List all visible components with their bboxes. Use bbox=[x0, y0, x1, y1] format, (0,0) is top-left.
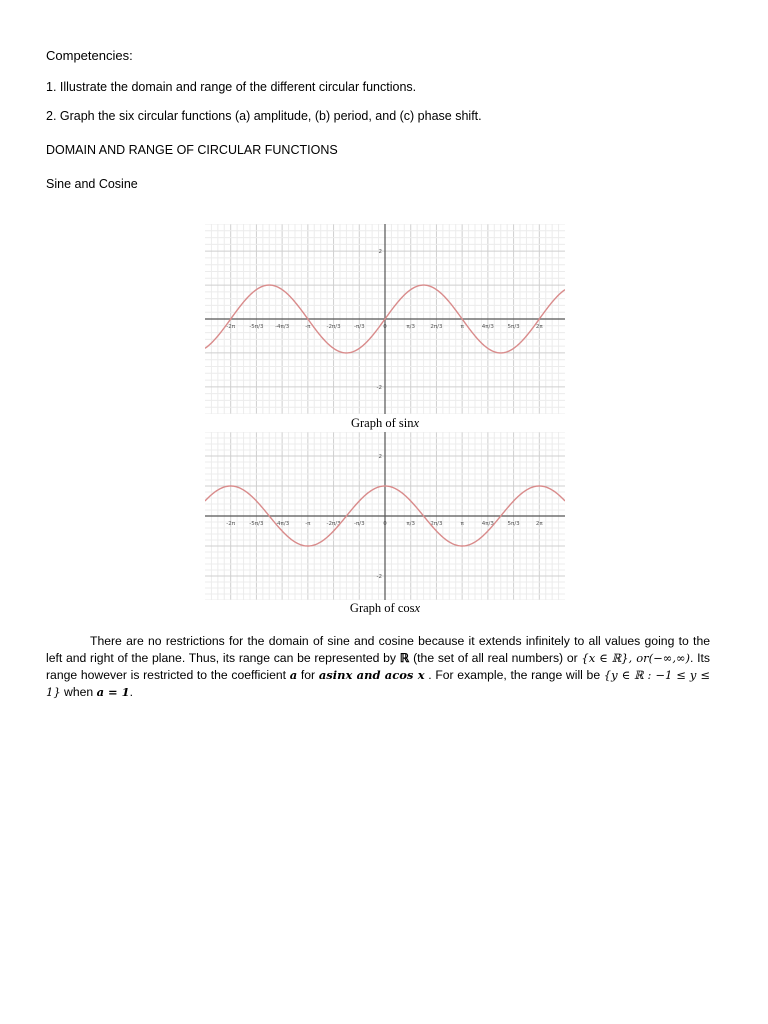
section-title: DOMAIN AND RANGE OF CIRCULAR FUNCTIONS bbox=[46, 143, 338, 157]
x-tick-label: -2π bbox=[226, 521, 236, 527]
sine-caption-var: x bbox=[413, 416, 420, 430]
x-tick-label: 2π/3 bbox=[430, 521, 443, 527]
x-tick-label: -π bbox=[305, 324, 311, 330]
x-tick-label: 2π bbox=[535, 324, 543, 330]
x-tick-label: -4π/3 bbox=[275, 521, 290, 527]
x-tick-label: -π/3 bbox=[353, 324, 365, 330]
para-text-7: . bbox=[129, 685, 134, 699]
competency-2: 2. Graph the six circular functions (a) amplitude, (b) period, and (c) phase shift. bbox=[46, 109, 482, 123]
range-set: {y ∈ ℝ : −1 ≤ y ≤ 1} bbox=[46, 668, 710, 699]
y-tick-label: -2 bbox=[376, 574, 382, 580]
coefficient-a: a bbox=[289, 668, 298, 682]
competencies-title: Competencies: bbox=[46, 48, 133, 63]
x-tick-label: -π bbox=[305, 521, 311, 527]
y-tick-label: -2 bbox=[376, 384, 382, 391]
domain-set: {x ∈ ℝ}, or(−∞,∞) bbox=[581, 651, 691, 665]
x-tick-label: 5π/3 bbox=[507, 521, 520, 527]
x-tick-label: -5π/3 bbox=[249, 521, 264, 527]
x-tick-label: -2π bbox=[226, 324, 236, 330]
reals-symbol: ℝ bbox=[399, 651, 410, 665]
cosine-graph bbox=[205, 432, 565, 600]
x-tick-label: 2π/3 bbox=[430, 324, 443, 330]
cosine-caption bbox=[200, 601, 570, 616]
subsection-title: Sine and Cosine bbox=[46, 177, 138, 191]
x-tick-label: -π/3 bbox=[353, 521, 365, 527]
para-text-3: . Its range however is restricted to the coefficient bbox=[46, 651, 711, 682]
x-tick-label: -5π/3 bbox=[249, 324, 264, 330]
x-tick-label: 5π/3 bbox=[507, 324, 520, 330]
y-tick-label: 2 bbox=[378, 454, 382, 460]
domain-range-paragraph bbox=[46, 633, 710, 701]
a-equals-one: a = 1 bbox=[96, 685, 130, 699]
para-text-2: (the set of all real numbers) or bbox=[409, 651, 582, 665]
sine-caption-text: Graph of sin bbox=[350, 416, 414, 430]
y-tick-label: 2 bbox=[378, 249, 382, 256]
x-tick-label: -2π/3 bbox=[326, 521, 341, 527]
x-tick-label: π/3 bbox=[406, 324, 416, 330]
para-text-4: for bbox=[297, 668, 319, 682]
x-tick-label: 4π/3 bbox=[481, 521, 494, 527]
x-tick-label: -2π/3 bbox=[326, 324, 341, 330]
cosine-caption-var: x bbox=[414, 601, 421, 615]
para-text-5: . For example, the range will be bbox=[424, 668, 604, 682]
x-tick-label: -4π/3 bbox=[275, 324, 290, 330]
sine-caption bbox=[200, 416, 570, 431]
x-tick-label: π bbox=[460, 521, 464, 527]
x-tick-label: 4π/3 bbox=[481, 324, 494, 330]
x-tick-label: π bbox=[460, 324, 464, 330]
para-text-1: There are no restrictions for the domain of sine and cosine because it extends infinitely to all values going to the left and right of the plane. Thus, its range can be represented by bbox=[46, 634, 710, 665]
x-tick-label: π/3 bbox=[406, 521, 416, 527]
x-tick-label: 2π bbox=[535, 521, 543, 527]
x-tick-label: 0 bbox=[383, 521, 387, 527]
para-text-6: when bbox=[60, 685, 97, 699]
sine-graph bbox=[205, 224, 565, 414]
asinx-acosx: asinx and acos x bbox=[318, 668, 425, 682]
competency-1: 1. Illustrate the domain and range of the different circular functions. bbox=[46, 80, 417, 94]
x-tick-label: 0 bbox=[383, 324, 387, 330]
cosine-caption-text: Graph of cos bbox=[349, 601, 415, 615]
sine-graph-svg bbox=[205, 224, 565, 414]
cosine-graph-svg bbox=[205, 432, 565, 600]
